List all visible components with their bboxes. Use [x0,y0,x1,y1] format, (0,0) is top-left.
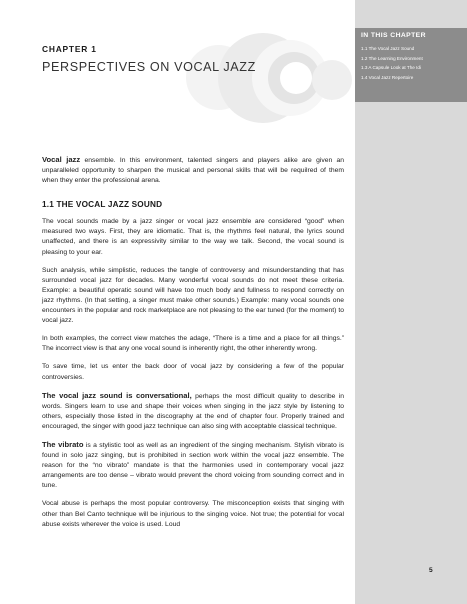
chapter-contents-item-1[interactable]: 1.1 The Vocal Jazz Sound [361,46,415,51]
intro-lead: Vocal jazz [42,155,81,164]
main-content [42,155,344,538]
paragraph-6-lead: The vibrato [42,439,84,449]
body-paragraph-3: In both examples, the correct view matches the adage, “There is a time and a place for all things.” The incorrect view is that any one vocal sound is inherently right, the other inherently wrong. [42,335,344,353]
body-paragraph-4: To save time, let us enter the back door of vocal jazz by considering a few of the popular controversies. [42,363,344,381]
body-paragraph-6 [42,440,344,491]
decorative-circle [312,60,352,100]
paragraph-5-text: perhaps the most difficult quality to describe in words. Singers learn to use and shape their voices when singing in the jazz style by listening to others, especially those listed in the discography at the end of chapter four. Properly trained and encouraged, the singer with good jazz technique can also sing with acceptable classical technique. [42,392,344,430]
paragraph-6-text: is a stylistic tool as well as an ingredient of the singing mechanism. Stylish vibrato is found in solo jazz singing, but is prohibited in section work within the vocal jazz ensemble. The reason for the “no vibrato” mandate is that the harmonies used in contemporary vocal jazz arrangements are too dense – vibrato would prevent the chord voicing from sounding correct and in tune. [42,441,344,490]
chapter-contents-item-3[interactable]: 1.3 A Capsule Look at The Idi [361,65,421,70]
body-paragraph-1: The vocal sounds made by a jazz singer or vocal jazz ensemble are considered “good” when measured two ways. First, they are idiomatic. That is, the rhythms feel natural, the lyrics sound unaffected, and there is an expressivity similar to the way we talk. Second, the vocal sound is pleasing to your ear. [42,218,344,256]
chapter-contents-title: IN THIS CHAPTER [361,32,426,39]
body-paragraph-7: Vocal abuse is perhaps the most popular controversy. The misconception exists that singing with other than Bel Canto technique will be injurious to the singing voice. Not true; the potential for vocal abuse exists wherever the voice is used. Loud [42,500,344,528]
paragraph-5-lead: The vocal jazz sound is conversational, [42,390,192,400]
page-number: 5 [429,567,433,574]
decorative-circle [280,62,312,94]
section-heading: 1.1 THE VOCAL JAZZ SOUND [42,200,163,210]
body-paragraph-5 [42,391,344,432]
chapter-contents-item-2[interactable]: 1.2 The Learning Environment [361,55,423,61]
chapter-contents-box [355,28,467,102]
chapter-contents-item-4[interactable]: 1.4 Vocal Jazz Repertoire [361,74,414,80]
chapter-title: PERSPECTIVES ON VOCAL JAZZ [42,60,256,74]
intro-paragraph [42,155,344,186]
body-paragraph-2: Such analysis, while simplistic, reduces the tangle of controversy and misunderstanding that has surrounded vocal jazz for decades. Many wonderful vocal sounds do not meet these criteria. Example: a beautiful operatic sound will have too much body and fullness to respond correctly on jazz rhythms. (In that setting, a singer must make other sounds.) Example: many vocal sounds one encounters in the popular and rock marketplace are not pleasing to the ear tuned (for the moment) to vocal jazz. [42,266,344,325]
chapter-label: CHAPTER 1 [42,44,97,54]
intro-text: ensemble. In this environment, talented singers and players alike are given an unparalleled opportunity to sharpen the musical and personal skills that will be requilred of them when they enter the professional arena. [42,157,345,185]
